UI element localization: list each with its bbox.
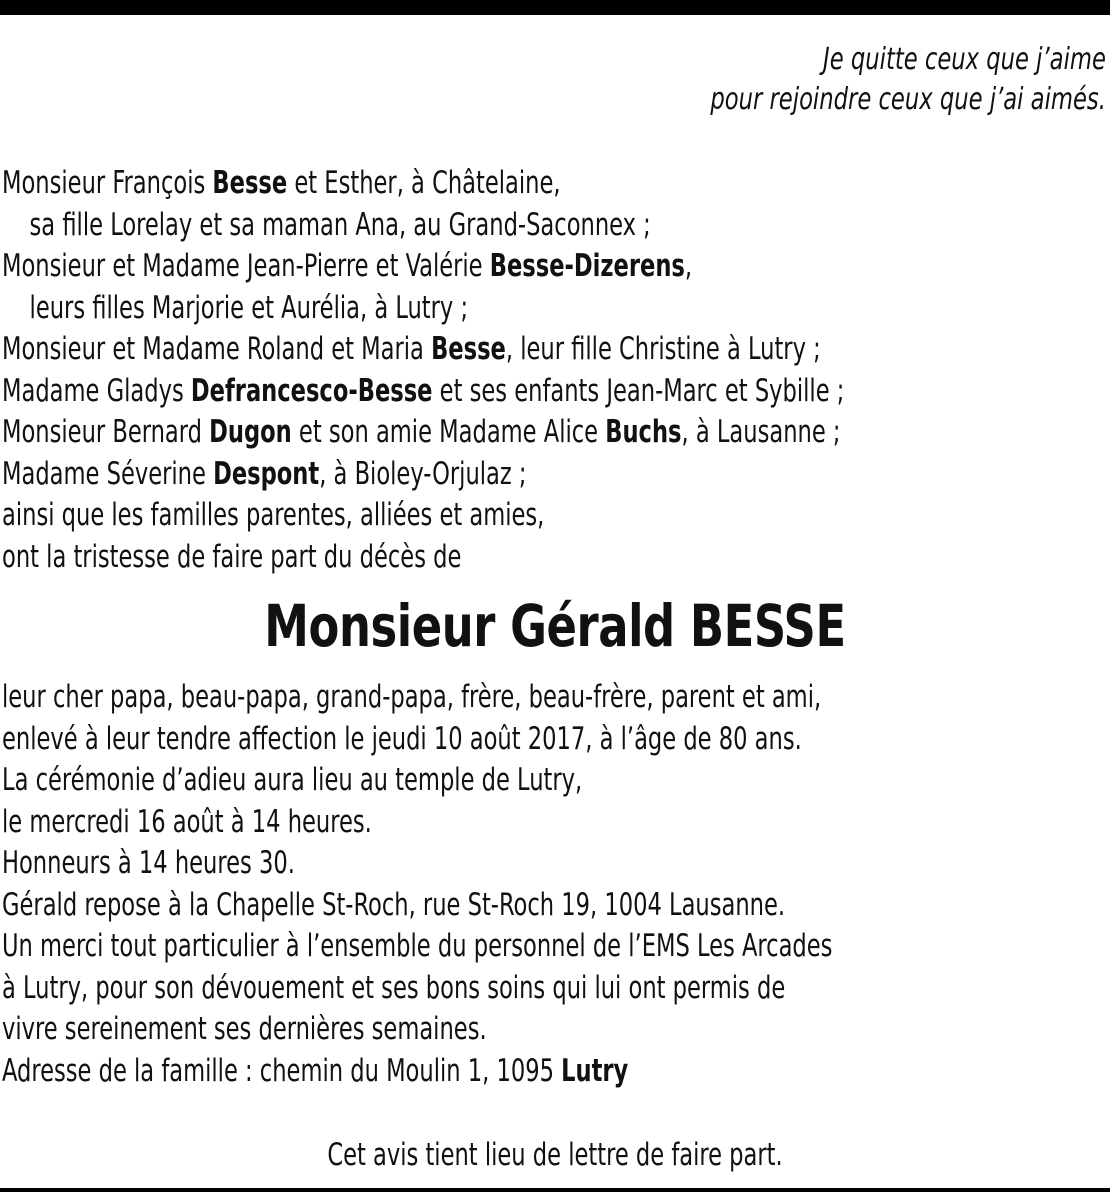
family-line-text: , à Lausanne ; xyxy=(681,414,841,450)
deceased-name: Monsieur Gérald BESSE xyxy=(264,592,846,660)
address-city: Lutry xyxy=(561,1052,629,1089)
family-line-4: leurs filles Marjorie et Aurélia, à Lutry ; xyxy=(29,289,469,326)
details-line-5: Honneurs à 14 heures 30. xyxy=(2,845,295,881)
family-line-8 xyxy=(2,454,844,496)
family-surname: Defrancesco-Besse xyxy=(190,372,433,409)
family-line-10: ont la tristesse de faire part du décès de xyxy=(2,538,462,575)
family-line-6 xyxy=(2,371,844,413)
epigraph-line-1: Je quitte ceux que j’aime xyxy=(823,42,1106,77)
epigraph-line-2: pour rejoindre ceux que j’ai aimés. xyxy=(710,82,1106,117)
family-line-text: Madame Gladys xyxy=(2,372,191,409)
details-line-1: leur cher papa, beau-papa, grand-papa, frère, beau-frère, parent et ami, xyxy=(2,679,822,715)
bottom-rule xyxy=(0,1188,1110,1192)
family-line-3 xyxy=(2,246,844,288)
closing-note: Cet avis tient lieu de lettre de faire part. xyxy=(327,1137,783,1173)
details-line-3: La cérémonie d’adieu aura lieu au temple de Lutry, xyxy=(2,762,583,798)
details-line-7: Un merci tout particulier à l’ensemble du personnel de l’EMS Les Arcades xyxy=(2,928,833,964)
family-surname: Besse-Dizerens xyxy=(489,248,685,284)
address-text: Adresse de la famille : chemin du Moulin 1, 1095 xyxy=(2,1052,562,1089)
family-surname: Besse xyxy=(431,331,506,367)
family-line-text: et son amie Madame Alice xyxy=(291,414,606,450)
family-surname: Despont xyxy=(213,455,320,492)
family-line-text: Monsieur Bernard xyxy=(2,414,210,450)
family-list xyxy=(2,163,844,578)
details-line-8: à Lutry, pour son dévouement et ses bons soins qui lui ont permis de xyxy=(2,969,786,1006)
epigraph xyxy=(710,40,1106,120)
family-line-text: , à Bioley-Orjulaz ; xyxy=(319,455,527,492)
family-line-text: Monsieur François xyxy=(2,165,213,201)
family-line-text: Monsieur et Madame Roland et Maria xyxy=(2,331,432,367)
family-line-text: , leur fille Christine à Lutry ; xyxy=(505,331,821,367)
family-line-9: ainsi que les familles parentes, alliées et amies, xyxy=(2,497,545,533)
details-line-2: enlevé à leur tendre affection le jeudi 10 août 2017, à l’âge de 80 ans. xyxy=(2,720,802,757)
family-line-5 xyxy=(2,329,844,371)
family-line-text: , xyxy=(684,248,693,284)
top-rule xyxy=(0,0,1110,15)
family-line-text: Monsieur et Madame Jean-Pierre et Valérie xyxy=(2,248,490,284)
details-line-6: Gérald repose à la Chapelle St-Roch, rue St-Roch 19, 1004 Lausanne. xyxy=(2,886,786,923)
family-surname: Dugon xyxy=(209,414,292,450)
family-line-text: et Esther, à Châtelaine, xyxy=(287,165,561,201)
details-text xyxy=(2,677,832,1092)
family-surname: Buchs xyxy=(605,414,682,450)
family-line-text: Madame Séverine xyxy=(2,455,214,492)
details-line-4: le mercredi 16 août à 14 heures. xyxy=(2,803,372,840)
family-address xyxy=(2,1051,832,1093)
family-line-text: et ses enfants Jean-Marc et Sybille ; xyxy=(432,372,845,409)
details-line-9: vivre sereinement ses dernières semaines. xyxy=(2,1011,487,1047)
family-line-2: sa fille Lorelay et sa maman Ana, au Grand-Saconnex ; xyxy=(29,206,651,243)
family-line-1 xyxy=(2,163,844,205)
family-line-7 xyxy=(2,412,844,454)
family-surname: Besse xyxy=(212,165,288,201)
